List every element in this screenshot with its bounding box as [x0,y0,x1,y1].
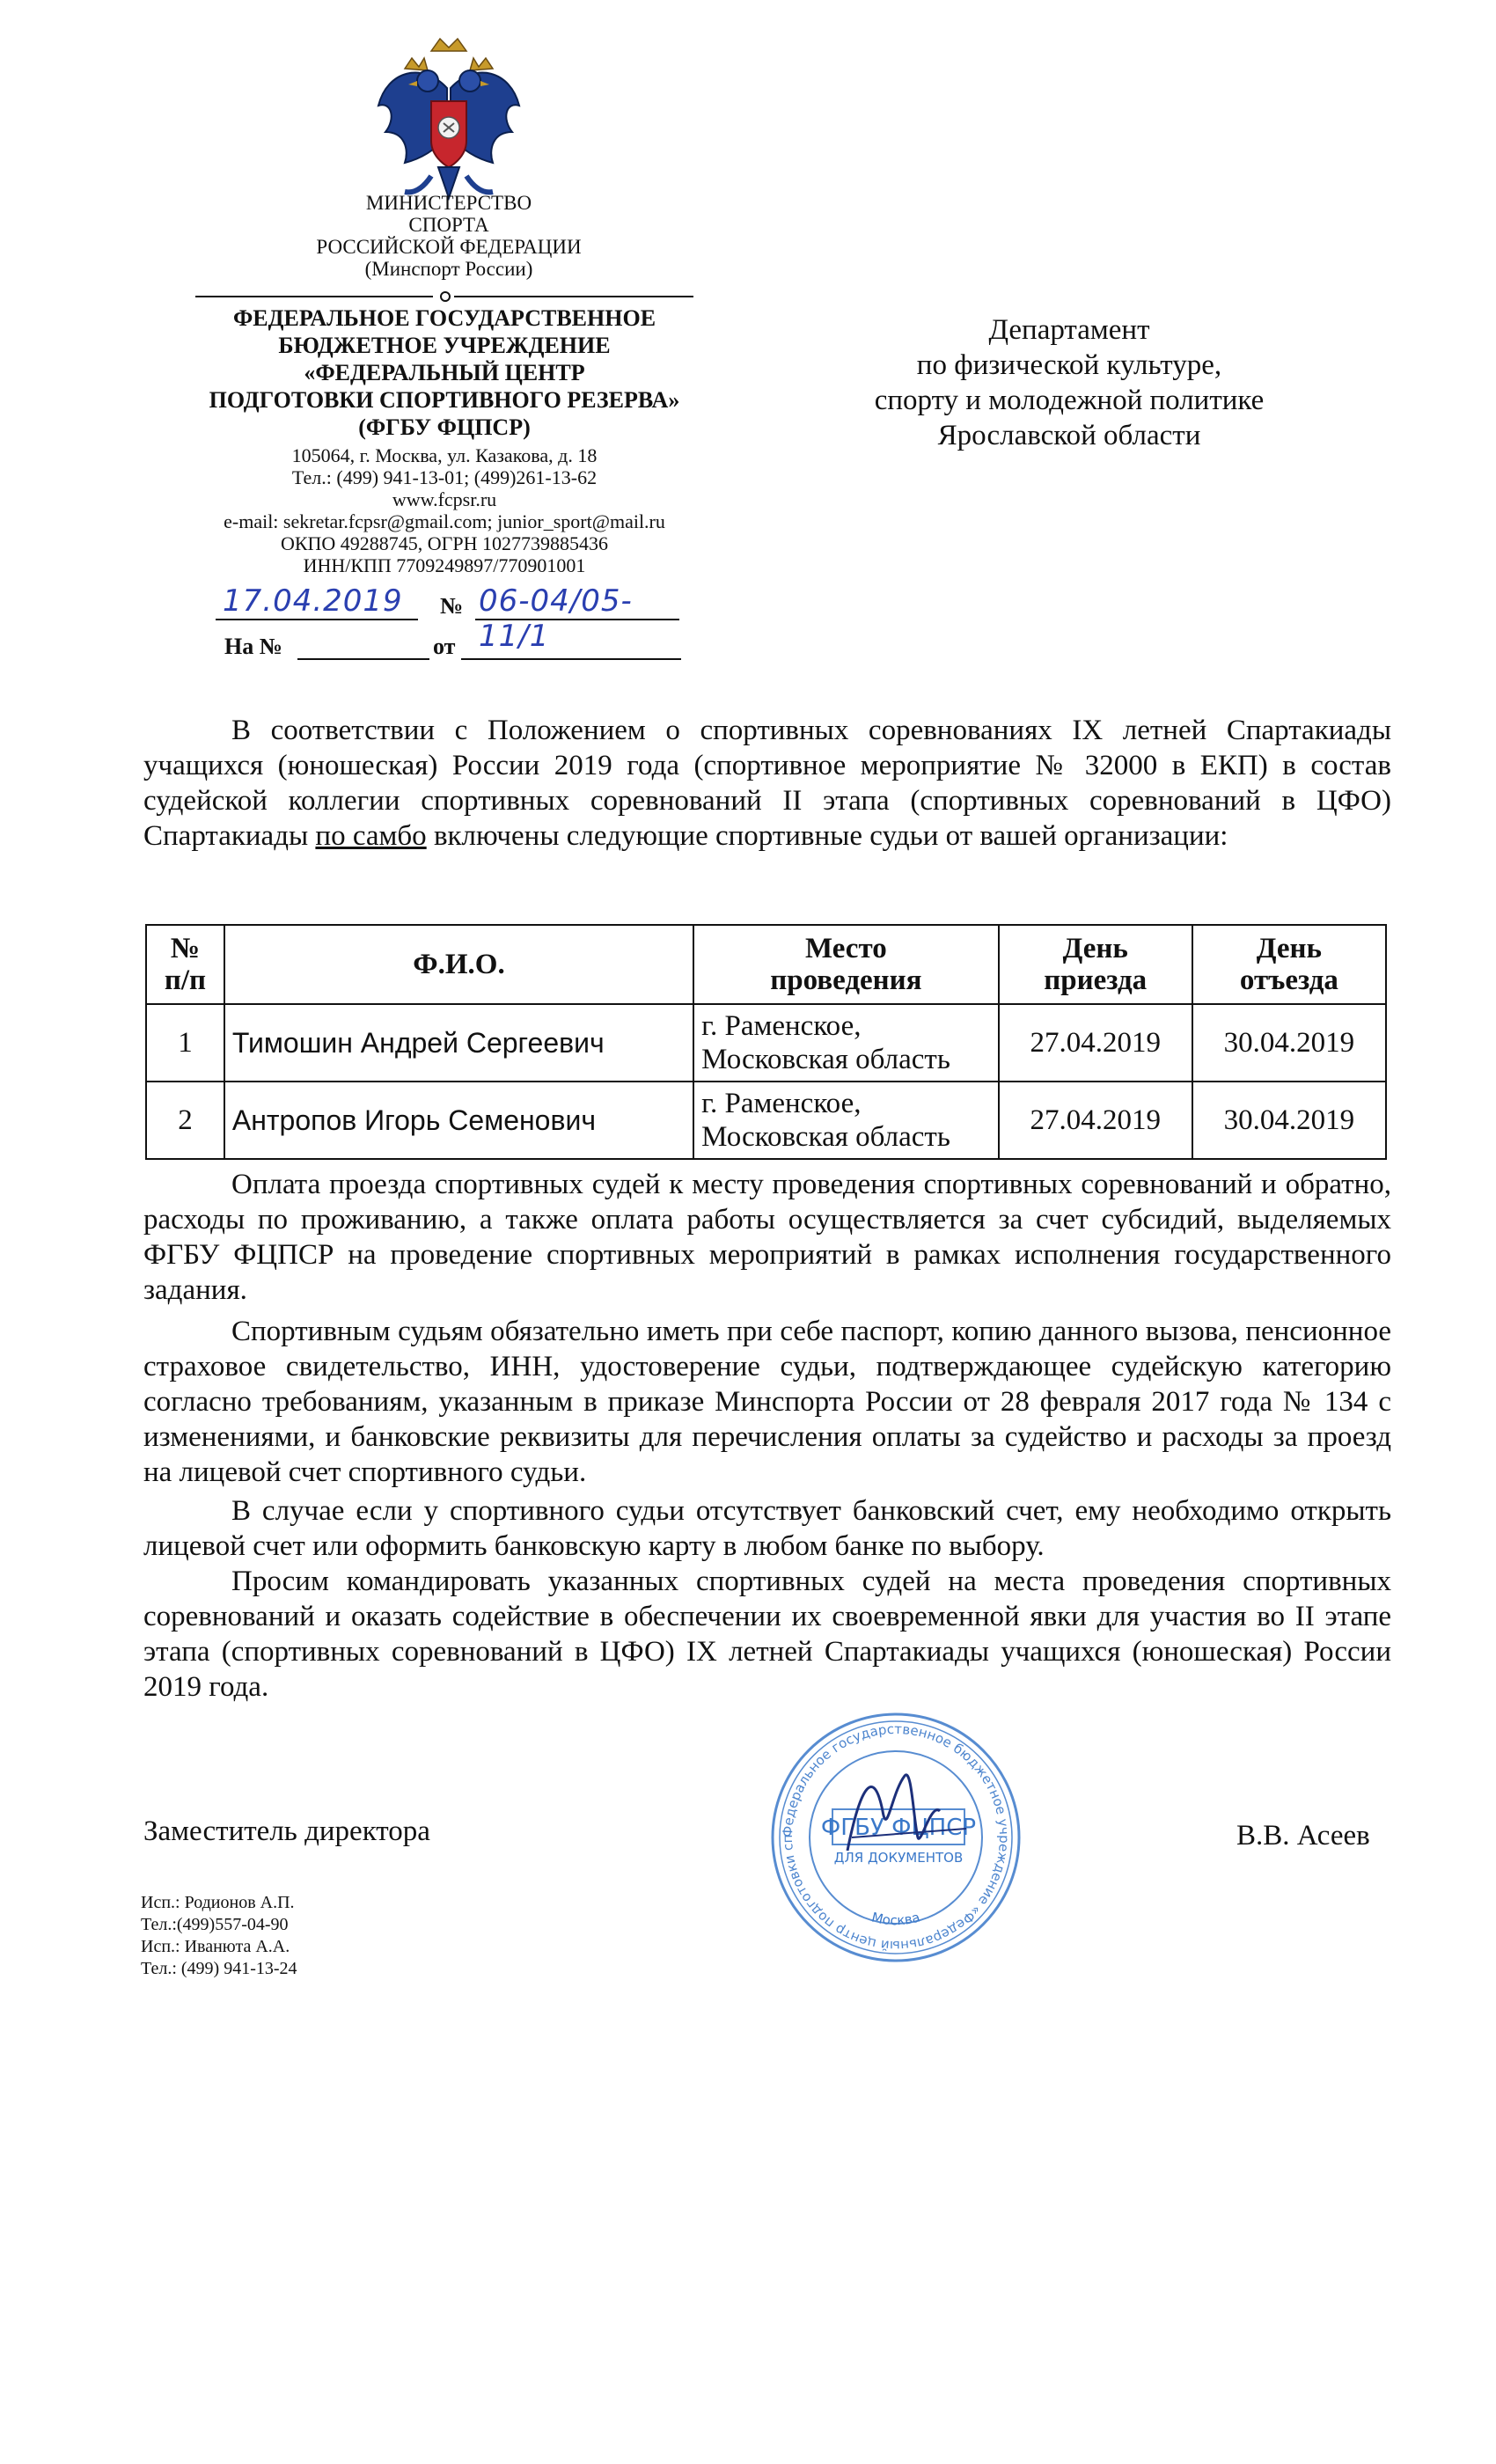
header-departure: День отъезда [1192,925,1386,1004]
paragraph-intro [143,713,1391,854]
official-stamp [764,1705,1028,1969]
organization-name [176,304,713,441]
addressee-line: Департамент [988,314,1150,346]
sport-name-underlined: по самбо [315,820,427,852]
cell-arrival: 27.04.2019 [999,1004,1192,1082]
cell-departure: 30.04.2019 [1192,1004,1386,1082]
registration-date: 17.04.2019 [223,583,403,619]
signatory-role: Заместитель директора [143,1815,430,1847]
org-line: БЮДЖЕТНОЕ УЧРЕЖДЕНИЕ [278,333,611,358]
ministry-line: МИНИСТЕРСТВО [365,192,532,214]
addressee-block [818,312,1320,453]
cell-place: г. Раменское, Московская область [693,1004,998,1082]
stamp-outer-text: Федеральное государственное бюджетное учреждение «Федеральный центр подготовки сп [779,1720,1013,1954]
header-name: Ф.И.О. [224,925,693,1004]
addressee-line: по физической культуре, [916,349,1222,381]
registration-number-field [475,583,679,654]
cell-arrival: 27.04.2019 [999,1082,1192,1159]
letterhead-divider [195,288,693,305]
paragraph-request: Просим командировать указанных спортивных судей на места проведения спортивных соревнований и оказать содействие в обеспечении их своевременной явки для участия во II этапе этапа (спортивных соревнований в ЦФО) IX летней Спартакиады учащихся (юношеская) России 2019 года. [143,1566,1391,1703]
executors-block [141,1892,297,1980]
reference-label: На № [224,634,282,659]
registration-number: 06-04/05-11/1 [479,583,633,654]
header-arrival: День приезда [999,925,1192,1004]
paragraph-bank-account: В случае если у спортивного судьи отсутствует банковский счет, ему необходимо открыть лицевой счет или оформить банковскую карту в любом банке по выбору. [143,1495,1391,1562]
table-header-row [146,925,1386,1004]
contact-line: ОКПО 49288745, ОГРН 1027739885436 [280,532,609,554]
org-line: ФЕДЕРАЛЬНОЕ ГОСУДАРСТВЕННОЕ [232,305,656,331]
table-row [146,1004,1386,1082]
ministry-line: СПОРТА [408,214,489,236]
cell-departure: 30.04.2019 [1192,1082,1386,1159]
executor-line: Исп.: Иванюта А.А. [141,1937,290,1956]
ministry-line: (Минспорт России) [364,258,533,280]
contact-line: Тел.: (499) 941-13-01; (499)261-13-62 [291,466,598,488]
contact-line: e-mail: sekretar.fcpsr@gmail.com; junior_sport@mail.ru [224,510,665,532]
paragraph-payment: Оплата проезда спортивных судей к месту проведения спортивных соревнований и обратно, расходы по проживанию, а также оплата работы осуществляется за счет субсидий, выделяемых ФГБУ ФЦПСР на проведение спортивных мероприятий в рамках исполнения государственного задания. [143,1169,1391,1306]
svg-text:Москва [870,1909,922,1928]
contact-block [176,444,713,576]
signatory-name: В.В. Асеев [1236,1820,1370,1852]
cell-num: 1 [146,1004,224,1082]
stamp-center-subtitle: ДЛЯ ДОКУМЕНТОВ [833,1850,964,1866]
contact-line: www.fcpsr.ru [392,488,497,510]
registration-number-label: № [440,593,464,619]
ministry-line: РОССИЙСКОЙ ФЕДЕРАЦИИ [316,236,582,258]
cell-name: Тимошин Андрей Сергеевич [224,1004,693,1082]
addressee-line: Ярославской области [937,420,1201,451]
emblem-icon [370,35,528,211]
header-num: № п/п [146,925,224,1004]
org-line: «ФЕДЕРАЛЬНЫЙ ЦЕНТР [304,360,585,385]
header-place: Место проведения [693,925,998,1004]
judges-table [145,924,1387,1160]
executor-line: Исп.: Родионов А.П. [141,1893,295,1912]
cell-num: 2 [146,1082,224,1159]
registration-date-field [216,583,418,620]
contact-line: ИНН/КПП 7709249897/770901001 [303,554,586,576]
cell-name: Антропов Игорь Семенович [224,1082,693,1159]
ministry-block [264,192,634,280]
stamp-city: Москва [869,1909,922,1929]
org-line: ПОДГОТОВКИ СПОРТИВНОГО РЕЗЕРВА» [209,387,680,413]
stamp-center-title: ФГБУ ФЦПСР [820,1815,977,1841]
table-row [146,1082,1386,1159]
reference-number-blank [297,632,429,660]
executor-line: Тел.:(499)557-04-90 [141,1915,289,1934]
cell-place: г. Раменское, Московская область [693,1082,998,1159]
addressee-line: спорту и молодежной политике [874,385,1265,416]
paragraph-documents: Спортивным судьям обязательно иметь при себе паспорт, копию данного вызова, пенсионное страховое свидетельство, ИНН, удостоверение судьи, подтверждающее судейскую категорию согласно требованиям, указанным в приказе Минспорта России от 28 февраля 2017 года № 134 с изменениями, и банковские реквизиты для перечисления оплаты за судейство и расходы за проезд на лицевой счет спортивного судьи. [143,1316,1391,1488]
executor-line: Тел.: (499) 941-13-24 [141,1959,297,1978]
contact-line: 105064, г. Москва, ул. Казакова, д. 18 [291,444,598,466]
reference-from-label: от [433,634,456,659]
paragraph-intro-part: В соответствии с Положением о спортивных соревнованиях IX летней Спартакиады учащихся (юношеская) России 2019 года (спортивное мероприятие № 32000 в ЕКП) в состав судейской коллегии спортивных соревнований II этапа (спортивных соревнований в ЦФО) Спартакиады [143,715,1391,852]
org-line: (ФГБУ ФЦПСР) [358,414,531,440]
paragraph-intro-part: включены следующие спортивные судьи от вашей организации: [426,820,1228,852]
reference-date-blank [461,632,681,660]
